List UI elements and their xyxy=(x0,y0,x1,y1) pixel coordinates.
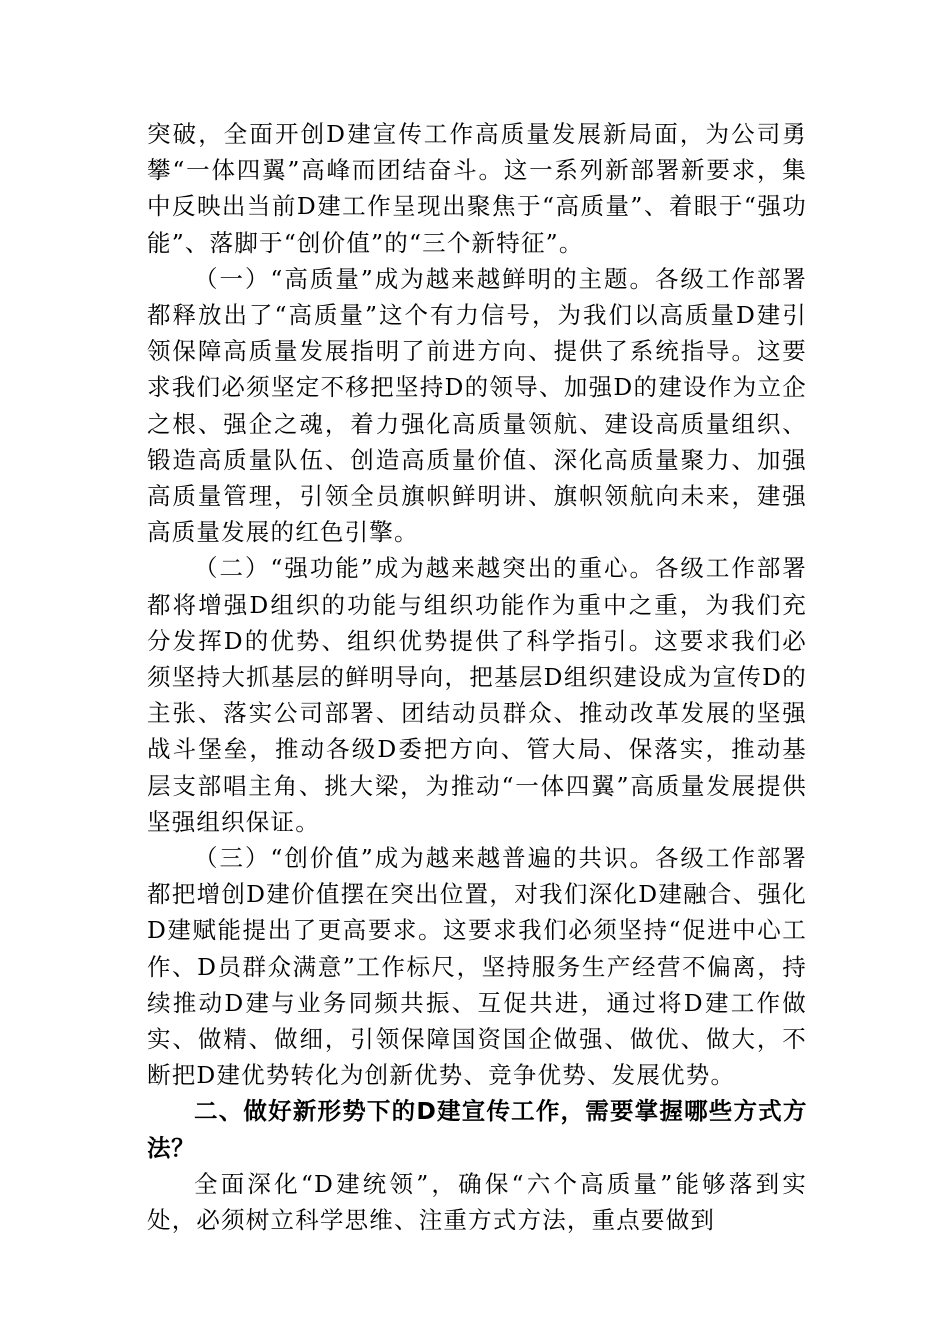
subheading-high-quality: （一）“高质量”成为越来越鲜明的主题。 xyxy=(194,264,655,293)
paragraph-high-quality xyxy=(147,261,807,551)
subheading-create-value: （三）“创价值”成为越来越普遍的共识。 xyxy=(194,844,655,873)
paragraph-high-quality-text: 各级工作部署都释放出了“高质量”这个有力信号，为我们以高质量D建引领保障高质量发展指明了前进方向、提供了系统指导。这要求我们必须坚定不移把坚持D的领导、加强D的建设作为立企之根、强企之魂，着力强化高质量领航、建设高质量组织、锻造高质量队伍、创造高质量价值、深化高质量聚力、加强高质量管理，引领全员旗帜鲜明讲、旗帜领航向未来，建强高质量发展的红色引擎。 xyxy=(147,264,808,547)
paragraph-create-value-text: 各级工作部署都把增创D建价值摆在突出位置，对我们深化D建融合、强化D建赋能提出了更高要求。这要求我们必须坚持“促进中心工作、D员群众满意”工作标尺，坚持服务生产经营不偏离，持续推动D建与业务同频共振、互促共进，通过将D建工作做实、做精、做细，引领保障国资国企做强、做优、做大，不断把D建优势转化为创新优势、竞争优势、发展优势。 xyxy=(147,844,808,1090)
paragraph-create-value xyxy=(147,840,807,1093)
document-body xyxy=(147,116,807,1238)
subheading-strong-function: （二）“强功能”成为越来越突出的重心。 xyxy=(194,554,655,583)
paragraph-strong-function xyxy=(147,550,807,840)
section-heading-methods: 二、做好新形势下的D建宣传工作，需要掌握哪些方式方法？ xyxy=(147,1097,807,1162)
paragraph-strong-function-text: 各级工作部署都将增强D组织的功能与组织功能作为重中之重，为我们充分发挥D的优势、组织优势提供了科学指引。这要求我们必须坚持大抓基层的鲜明导向，把基层D组织建设成为宣传D的主张、落实公司部署、团结动员群众、推动改革发展的坚强战斗堡垒，推动各级D委把方向、管大局、保落实，推动基层支部唱主角、挑大梁，为推动“一体四翼”高质量发展提供坚强组织保证。 xyxy=(147,554,808,836)
paragraph-methods-intro: 全面深化“D建统领”，确保“六个高质量”能够落到实处，必须树立科学思维、注重方式方法，重点要做到 xyxy=(147,1169,807,1235)
paragraph-intro-continuation: 突破，全面开创D建宣传工作高质量发展新局面，为公司勇攀“一体四翼”高峰而团结奋斗。这一系列新部署新要求，集中反映出当前D建工作呈现出聚焦于“高质量”、着眼于“强功能”、落脚于“创价值”的“三个新特征”。 xyxy=(147,120,807,257)
